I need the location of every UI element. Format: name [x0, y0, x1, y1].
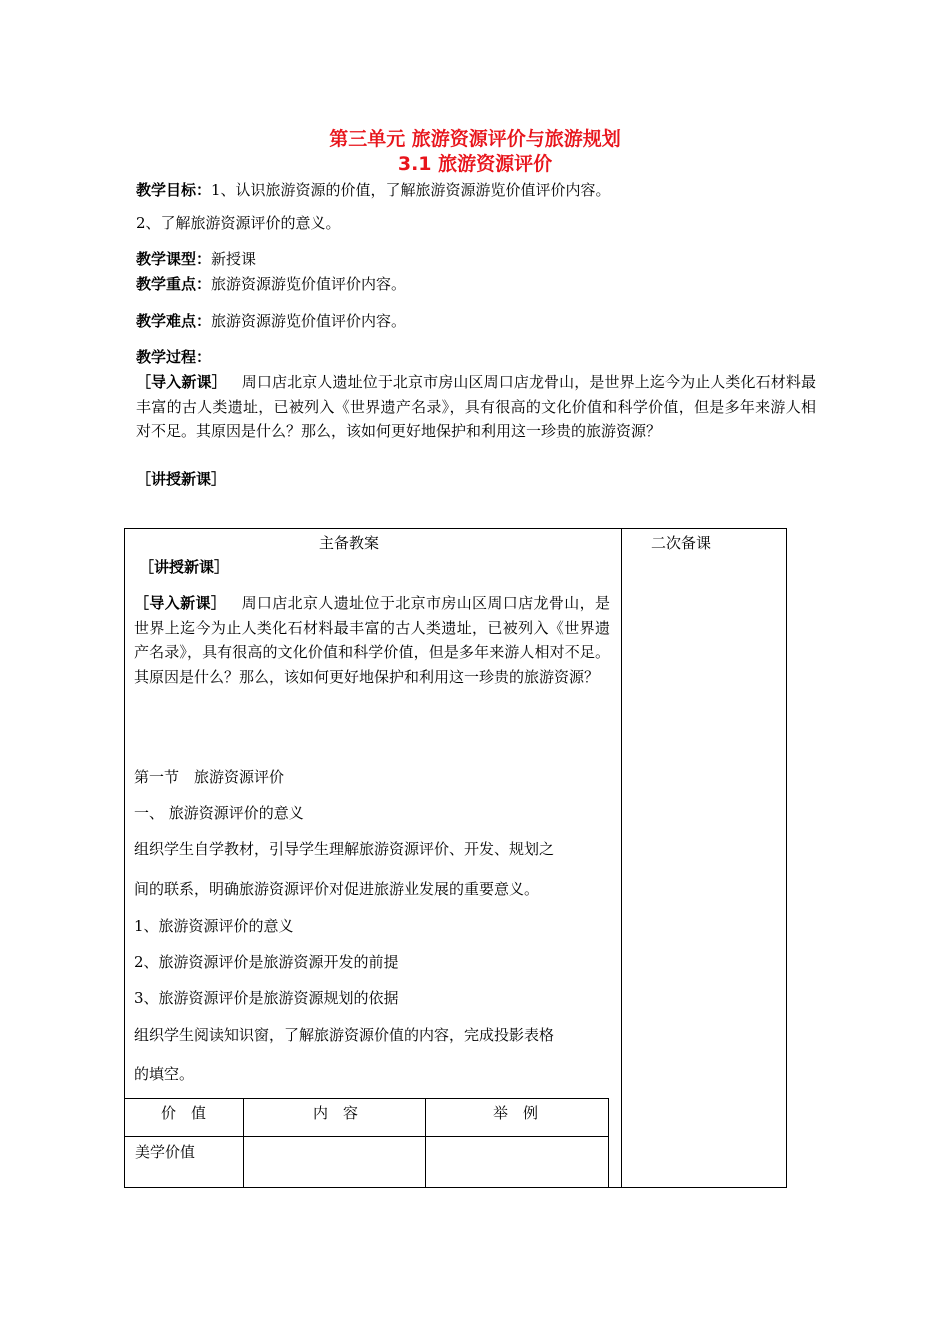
value-table-row-aesthetic: 美学价值 [135, 1143, 196, 1161]
type-label: 教学课型： [136, 250, 212, 268]
desc-2a: 组织学生阅读知识窗，了解旅游资源价值的内容，完成投影表格 [134, 1026, 555, 1044]
difficulty-value: 旅游资源游览价值评价内容。 [211, 312, 407, 330]
type-value: 新授课 [211, 250, 257, 268]
goal-2: 2、了解旅游资源评价的意义。 [136, 214, 341, 232]
difficulty-label: 教学难点： [136, 312, 212, 330]
value-table-col-divider-1 [243, 1099, 244, 1188]
intro-text: 周口店北京人遗址位于北京市房山区周口店龙骨山，是世界上迄今为止人类化石材料最丰富的古人类遗址，已被列入《世界遗产名录》，具有很高的文化价值和科学价值，但是多年来游人相对不足。其原因是什么？那么，该如何更好地保护和利用这一珍贵的旅游资源？ [136, 373, 816, 440]
table-intro-text: 周口店北京人遗址位于北京市房山区周口店龙骨山，是世界上迄今为止人类化石材料最丰富的古人类遗址，已被列入《世界遗产名录》，具有很高的文化价值和科学价值，但是多年来游人相对不足。其原因是什么？那么，该如何更好地保护和利用这一珍贵的旅游资源？ [134, 594, 610, 686]
point-2: 2、旅游资源评价是旅游资源开发的前提 [134, 953, 399, 971]
section-title: 第一节 旅游资源评价 [134, 768, 285, 786]
desc-1b: 间的联系，明确旅游资源评价对促进旅游业发展的重要意义。 [134, 880, 540, 898]
goal-line [136, 180, 611, 200]
type-line [136, 249, 256, 269]
goal-1: 1、认识旅游资源的价值，了解旅游资源游览价值评价内容。 [211, 181, 611, 199]
value-table-col-divider-2 [425, 1099, 426, 1188]
process-label: 教学过程： [136, 348, 212, 366]
table-intro-label: ［导入新课］ [134, 594, 227, 612]
page-subtitle: 3.1 旅游资源评价 [397, 153, 553, 175]
table-new-lesson-label: ［讲授新课］ [139, 558, 230, 576]
value-table-divider [125, 1136, 609, 1137]
value-table-header-content: 内 容 [313, 1104, 359, 1122]
value-table-header-value: 价 值 [161, 1104, 207, 1122]
goal-label: 教学目标： [136, 181, 212, 199]
focus-line [136, 274, 406, 294]
header-second-plan: 二次备课 [651, 534, 712, 552]
desc-1a: 组织学生自学教材，引导学生理解旅游资源评价、开发、规划之 [134, 840, 555, 858]
table-intro-paragraph [134, 591, 610, 689]
intro-label: ［导入新课］ [136, 373, 227, 391]
new-lesson-label: ［讲授新课］ [136, 470, 227, 488]
focus-label: 教学重点： [136, 275, 212, 293]
point-1: 1、旅游资源评价的意义 [134, 917, 294, 935]
point-3: 3、旅游资源评价是旅游资源规划的依据 [134, 989, 399, 1007]
header-main-plan: 主备教案 [319, 534, 380, 552]
value-table [125, 1098, 609, 1188]
page-title: 第三单元 旅游资源评价与旅游规划 [329, 128, 621, 150]
focus-value: 旅游资源游览价值评价内容。 [211, 275, 407, 293]
lesson-table [124, 528, 787, 1188]
value-table-header-example: 举 例 [493, 1104, 539, 1122]
intro-paragraph [136, 370, 816, 444]
column-divider [621, 529, 622, 1187]
difficulty-line [136, 311, 406, 331]
item-1: 一、 旅游资源评价的意义 [134, 804, 304, 822]
desc-2b: 的填空。 [134, 1065, 195, 1083]
